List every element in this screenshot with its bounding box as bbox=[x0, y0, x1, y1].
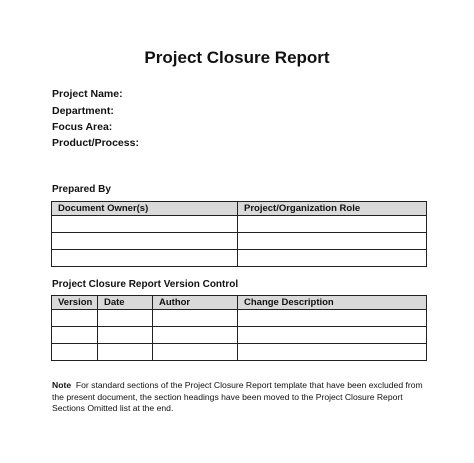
table-cell[interactable] bbox=[52, 216, 238, 233]
field-focus-area: Focus Area: bbox=[52, 121, 113, 133]
table-cell[interactable] bbox=[52, 310, 98, 327]
note-paragraph bbox=[52, 380, 432, 415]
prepared-by-table bbox=[51, 201, 427, 267]
column-header-role: Project/Organization Role bbox=[238, 202, 427, 216]
table-cell[interactable] bbox=[238, 250, 427, 267]
field-project-name: Project Name: bbox=[52, 88, 123, 100]
table-cell[interactable] bbox=[52, 250, 238, 267]
table-header-row bbox=[52, 296, 427, 310]
table-cell[interactable] bbox=[98, 310, 153, 327]
table-header-row bbox=[52, 202, 427, 216]
column-header-author: Author bbox=[153, 296, 238, 310]
table-row bbox=[52, 233, 427, 250]
version-control-table bbox=[51, 295, 427, 361]
table-cell[interactable] bbox=[238, 233, 427, 250]
table-cell[interactable] bbox=[153, 344, 238, 361]
column-header-date: Date bbox=[98, 296, 153, 310]
table-cell[interactable] bbox=[153, 310, 238, 327]
table-row bbox=[52, 250, 427, 267]
table-cell[interactable] bbox=[153, 327, 238, 344]
version-control-heading: Project Closure Report Version Control bbox=[52, 279, 239, 290]
table-row bbox=[52, 344, 427, 361]
field-product-process: Product/Process: bbox=[52, 137, 139, 149]
table-cell[interactable] bbox=[238, 310, 427, 327]
document-title: Project Closure Report bbox=[144, 48, 330, 67]
table-cell[interactable] bbox=[238, 216, 427, 233]
table-cell[interactable] bbox=[98, 327, 153, 344]
table-cell[interactable] bbox=[238, 327, 427, 344]
table-row bbox=[52, 327, 427, 344]
note-text: For standard sections of the Project Closure Report template that have been excluded from the present document, the section headings have been moved to the Project Closure Report Sections Omitted list at the end. bbox=[52, 380, 423, 413]
note-label: Note bbox=[52, 380, 72, 390]
table-row bbox=[52, 216, 427, 233]
table-cell[interactable] bbox=[52, 344, 98, 361]
column-header-version: Version bbox=[52, 296, 98, 310]
table-cell[interactable] bbox=[52, 327, 98, 344]
table-cell[interactable] bbox=[52, 233, 238, 250]
column-header-change-description: Change Description bbox=[238, 296, 427, 310]
table-cell[interactable] bbox=[98, 344, 153, 361]
column-header-document-owners: Document Owner(s) bbox=[52, 202, 238, 216]
table-row bbox=[52, 310, 427, 327]
field-department: Department: bbox=[52, 105, 114, 117]
prepared-by-heading: Prepared By bbox=[52, 184, 111, 195]
table-cell[interactable] bbox=[238, 344, 427, 361]
